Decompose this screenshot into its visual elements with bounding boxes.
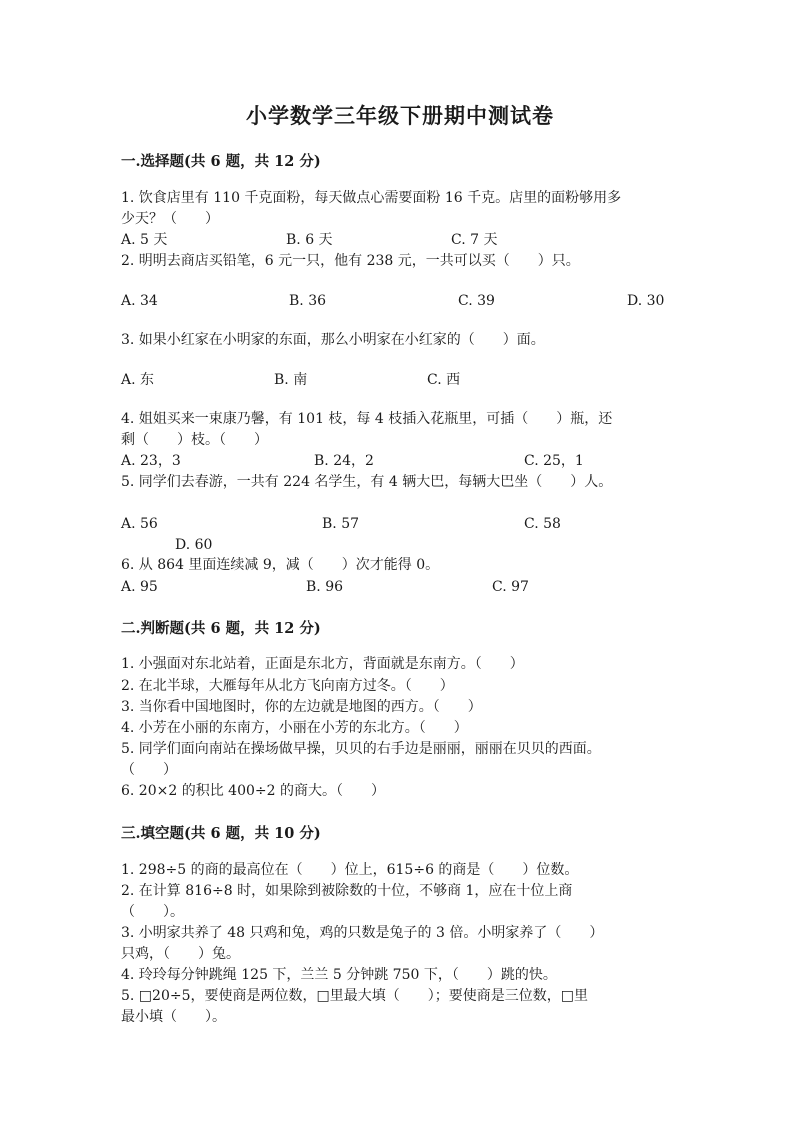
question-1-option-c: C. 7 天 xyxy=(451,232,498,248)
question-4-text-cont: 剩（ ）枝。（ ） xyxy=(121,432,268,448)
judge-item-5-cont: （ ） xyxy=(121,762,177,778)
section-heading-choice: 一.选择题(共 6 题，共 12 分) xyxy=(121,153,321,170)
question-5-option-a: A. 56 xyxy=(121,516,158,532)
question-1-text: 1. 饮食店里有 110 千克面粉，每天做点心需要面粉 16 千克。店里的面粉够用多 xyxy=(121,190,622,206)
question-1-option-a: A. 5 天 xyxy=(121,232,168,248)
section-heading-judge: 二.判断题(共 6 题，共 12 分) xyxy=(121,620,321,637)
question-3-text: 3. 如果小红家在小明家的东面，那么小明家在小红家的（ ）面。 xyxy=(121,332,545,348)
page-title: 小学数学三年级下册期中测试卷 xyxy=(246,103,554,128)
fill-item-3-cont: 只鸡，（ ）兔。 xyxy=(121,946,240,962)
question-5-option-b: B. 57 xyxy=(322,516,360,532)
question-4-option-b: B. 24，2 xyxy=(314,453,374,469)
fill-item-4: 4. 玲玲每分钟跳绳 125 下，兰兰 5 分钟跳 750 下，（ ）跳的快。 xyxy=(121,967,557,983)
fill-item-5-cont: 最小填（ ）。 xyxy=(121,1009,226,1025)
question-4-option-c: C. 25，1 xyxy=(524,453,584,469)
judge-item-3: 3. 当你看中国地图时，你的左边就是地图的西方。（ ） xyxy=(121,699,482,715)
fill-item-2: 2. 在计算 816÷8 时，如果除到被除数的十位，不够商 1，应在十位上商 xyxy=(121,883,573,899)
question-2-option-c: C. 39 xyxy=(458,293,495,309)
section-heading-fill: 三.填空题(共 6 题，共 10 分) xyxy=(121,825,321,842)
question-6-option-a: A. 95 xyxy=(121,579,158,595)
question-1-text-cont: 少天？（ ） xyxy=(121,211,219,227)
judge-item-1: 1. 小强面对东北站着，正面是东北方，背面就是东南方。（ ） xyxy=(121,656,524,672)
fill-item-2-cont: （ ）。 xyxy=(121,904,184,920)
question-5-option-d: D. 60 xyxy=(175,537,213,553)
question-4-text: 4. 姐姐买来一束康乃馨，有 101 枝，每 4 枝插入花瓶里，可插（ ）瓶，还 xyxy=(121,411,613,427)
question-3-option-c: C. 西 xyxy=(427,372,461,388)
judge-item-5: 5. 同学们面向南站在操场做早操，贝贝的右手边是丽丽，丽丽在贝贝的西面。 xyxy=(121,741,601,757)
question-5-option-c: C. 58 xyxy=(524,516,561,532)
question-3-option-a: A. 东 xyxy=(121,372,155,388)
judge-item-2: 2. 在北半球，大雁每年从北方飞向南方过冬。（ ） xyxy=(121,678,454,694)
judge-item-6: 6. 20×2 的积比 400÷2 的商大。（ ） xyxy=(121,783,385,799)
judge-item-4: 4. 小芳在小丽的东南方，小丽在小芳的东北方。（ ） xyxy=(121,720,468,736)
question-6-option-b: B. 96 xyxy=(306,579,344,595)
question-4-option-a: A. 23，3 xyxy=(121,453,181,469)
fill-item-1: 1. 298÷5 的商的最高位在（ ）位上，615÷6 的商是（ ）位数。 xyxy=(121,862,579,878)
fill-item-5: 5. □20÷5，要使商是两位数，□里最大填（ ）；要使商是三位数，□里 xyxy=(121,988,588,1004)
fill-item-3: 3. 小明家共养了 48 只鸡和兔，鸡的只数是兔子的 3 倍。小明家养了（ ） xyxy=(121,925,604,941)
question-2-option-d: D. 30 xyxy=(627,293,665,309)
question-2-option-b: B. 36 xyxy=(289,293,327,309)
question-6-option-c: C. 97 xyxy=(492,579,529,595)
question-3-option-b: B. 南 xyxy=(274,372,308,388)
question-6-text: 6. 从 864 里面连续减 9，减（ ）次才能得 0。 xyxy=(121,557,440,573)
question-1-option-b: B. 6 天 xyxy=(286,232,333,248)
question-2-text: 2. 明明去商店买铅笔，6 元一只，他有 238 元，一共可以买（ ）只。 xyxy=(121,253,580,269)
question-5-text: 5. 同学们去春游，一共有 224 名学生，有 4 辆大巴，每辆大巴坐（ ）人。 xyxy=(121,474,613,490)
question-2-option-a: A. 34 xyxy=(121,293,158,309)
